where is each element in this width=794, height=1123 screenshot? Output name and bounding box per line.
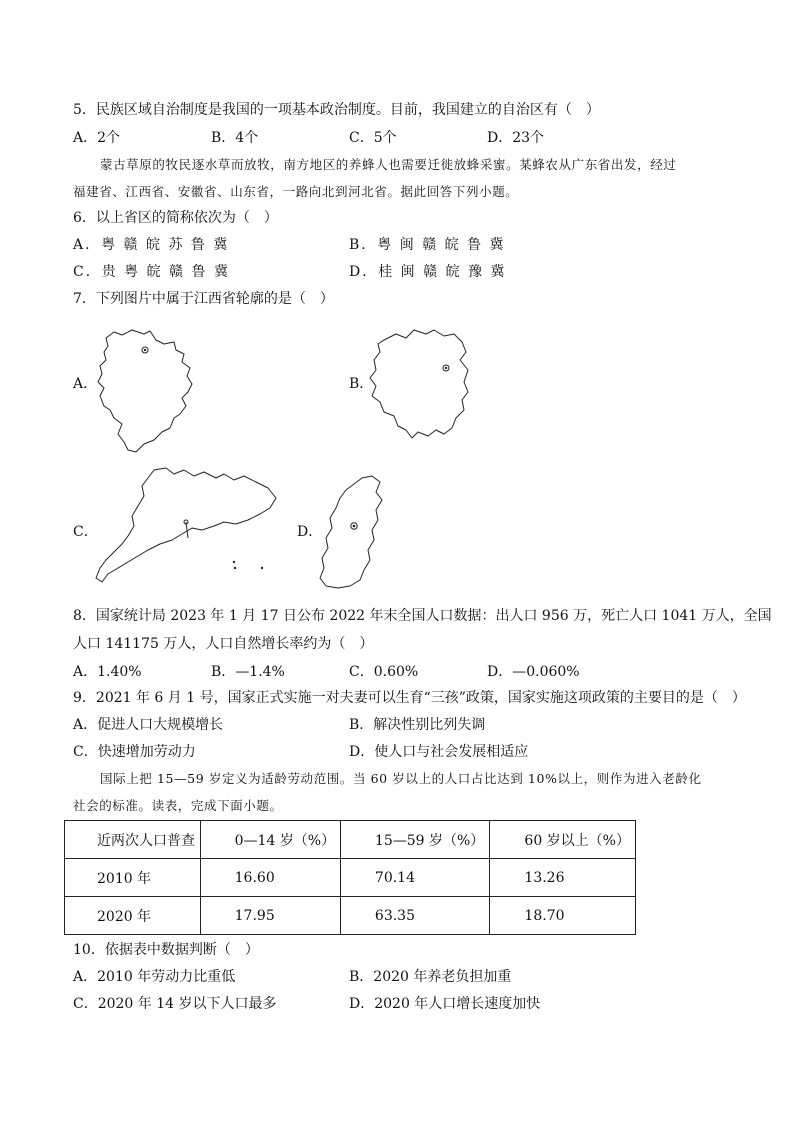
q8-line1: 8．国家统计局 2023 年 1 月 17 日公布 2022 年末全国人口数据：出人口 956 万，死亡人口 1041 万人，全国 xyxy=(73,608,772,624)
table-cell: 17.95 xyxy=(200,897,340,935)
census-table xyxy=(64,820,636,935)
passage1-line2: 福建省、江西省、安徽省、山东省，一路向北到河北省。据此回答下列小题。 xyxy=(73,184,519,199)
q9-option-a: A．促进人口大规模增长 xyxy=(73,717,224,733)
table-header: 15—59 岁（%） xyxy=(340,821,490,859)
q9-stem: 9．2021 年 6 月 1 号，国家正式实施一对夫妻可以生育“三孩”政策，国家实施这项政策的主要目的是（ ） xyxy=(73,690,746,706)
q8-option-b: B．—1.4% xyxy=(211,664,285,680)
q7-label-d: D． xyxy=(297,524,323,540)
q9-option-c: C．快速增加劳动力 xyxy=(73,744,196,760)
q5-option-b: B．4个 xyxy=(211,130,259,146)
q7-stem: 7．下列图片中属于江西省轮廓的是（ ） xyxy=(73,291,334,307)
table-header-row xyxy=(65,821,636,859)
q10-option-a: A．2010 年劳动力比重低 xyxy=(73,969,236,985)
table-header: 近两次人口普查 xyxy=(65,821,201,859)
table-cell: 16.60 xyxy=(200,859,340,897)
q8-option-c: C．0.60% xyxy=(349,664,419,680)
q6-option-d: D．桂 闽 赣 皖 豫 冀 xyxy=(349,264,507,280)
table-header: 0—14 岁（%） xyxy=(200,821,340,859)
q10-option-b: B．2020 年养老负担加重 xyxy=(349,969,512,985)
passage1-line1: 蒙古草原的牧民逐水草而放牧，南方地区的养蜂人也需要迁徙放蜂采蜜。某蜂农从广东省出发，经过 xyxy=(100,157,677,172)
guangdong-outline-map xyxy=(92,464,282,594)
table-cell: 2020 年 xyxy=(65,897,201,935)
q6-option-a: A．粤 赣 皖 苏 鲁 冀 xyxy=(73,237,230,253)
table-cell: 13.26 xyxy=(490,859,636,897)
table-row xyxy=(65,897,636,935)
table-cell: 63.35 xyxy=(340,897,490,935)
hunan-outline-map xyxy=(368,326,478,442)
q5-option-d: D．23个 xyxy=(487,130,545,146)
q10-option-d: D．2020 年人口增长速度加快 xyxy=(349,996,541,1012)
table-header: 60 岁以上（%） xyxy=(490,821,636,859)
q9-option-d: D．使人口与社会发展相适应 xyxy=(349,744,529,760)
q8-option-d: D．—0.060% xyxy=(487,664,580,680)
q5-option-a: A．2个 xyxy=(73,130,121,146)
table-cell: 70.14 xyxy=(340,859,490,897)
shanxi-outline-map xyxy=(316,474,388,592)
q8-line2: 人口 141175 万人，人口自然增长率约为（ ） xyxy=(73,636,374,652)
q7-label-b: B． xyxy=(349,376,374,392)
table-cell: 2010 年 xyxy=(65,859,201,897)
q8-option-a: A．1.40% xyxy=(73,664,142,680)
jiangxi-outline-map xyxy=(92,326,202,456)
passage2-line2: 社会的标准。读表，完成下面小题。 xyxy=(73,798,283,813)
q6-option-c: C．贵 粤 皖 赣 鲁 冀 xyxy=(73,264,230,280)
q10-stem: 10．依据表中数据判断（ ） xyxy=(73,942,259,958)
table-row xyxy=(65,859,636,897)
q6-option-b: B．粤 闽 赣 皖 鲁 冀 xyxy=(349,237,506,253)
table-cell: 18.70 xyxy=(490,897,636,935)
passage2-line1: 国际上把 15—59 岁定义为适龄劳动范围。当 60 岁以上的人口占比达到 10%以上，则作为进入老龄化 xyxy=(100,771,702,786)
q7-label-a: A． xyxy=(73,376,98,392)
q5-option-c: C．5个 xyxy=(349,130,397,146)
q7-label-c: C． xyxy=(73,524,98,540)
q6-stem: 6．以上省区的简称依次为（ ） xyxy=(73,210,278,226)
q10-option-c: C．2020 年 14 岁以下人口最多 xyxy=(73,996,277,1012)
q5-stem: 5．民族区域自治制度是我国的一项基本政治制度。目前，我国建立的自治区有（ ） xyxy=(73,102,600,118)
q9-option-b: B．解决性别比列失调 xyxy=(349,717,486,733)
